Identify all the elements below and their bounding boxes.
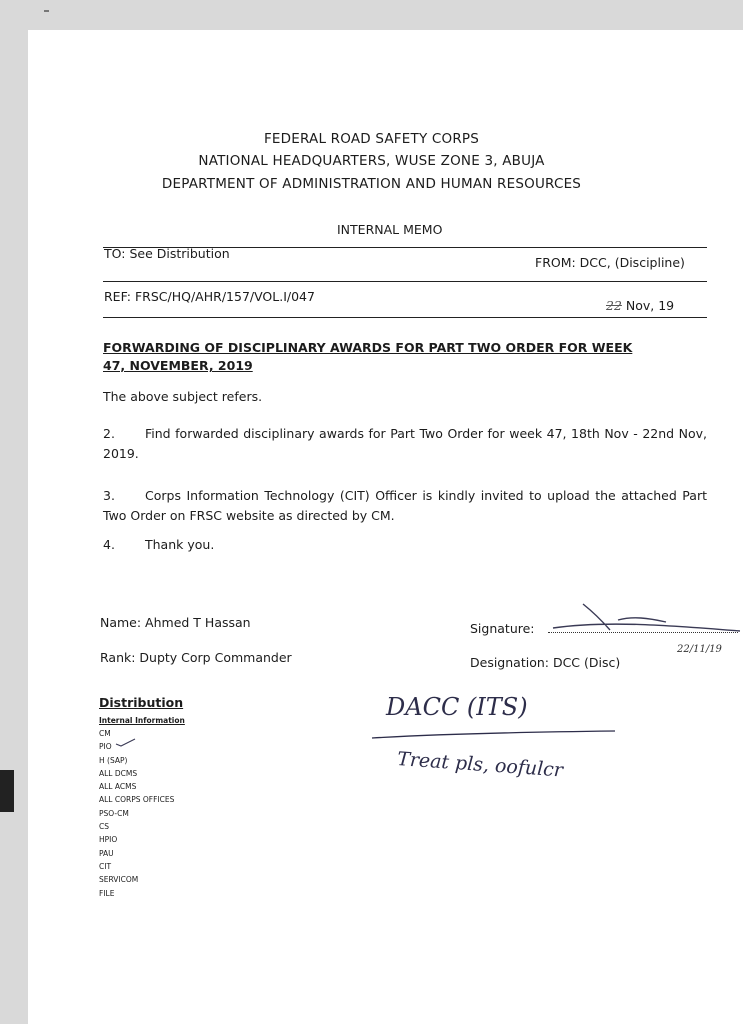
handwritten-underline — [370, 728, 620, 742]
opening-line: The above subject refers. — [103, 389, 263, 404]
distribution-item: H (SAP) — [99, 755, 128, 765]
distribution-subtitle: Internal Information — [99, 716, 185, 725]
distribution-item: SERVICOM — [99, 875, 139, 885]
paragraph-3-number: 3. — [103, 488, 115, 503]
paragraph-4-number: 4. — [103, 537, 115, 552]
memo-type: INTERNAL MEMO — [337, 222, 443, 237]
scan-artifact-bar — [0, 770, 14, 812]
memo-subject-line1: FORWARDING OF DISCIPLINARY AWARDS FOR PART TWO ORDER FOR WEEK — [103, 340, 633, 355]
distribution-item: PAU — [99, 848, 114, 858]
memo-from: FROM: DCC, (Discipline) — [535, 255, 685, 270]
signatory-name: Name: Ahmed T Hassan — [100, 615, 251, 630]
distribution-item: ALL CORPS OFFICES — [99, 795, 175, 805]
signatory-designation: Designation: DCC (Disc) — [470, 655, 621, 670]
paragraph-3-text: Corps Information Technology (CIT) Officer is kindly invited to upload the attached Part Two Order on FRSC website as directed by CM. — [103, 488, 707, 523]
distribution-item: PIO — [99, 742, 112, 752]
handwritten-note-line2: Treat pls, oofulcr — [396, 748, 564, 782]
signature-scribble — [548, 598, 743, 638]
distribution-item: CIT — [99, 861, 112, 871]
pio-tick-mark — [115, 736, 137, 748]
organization-name: FEDERAL ROAD SAFETY CORPS — [263, 131, 480, 147]
signature-date: 22/11/19 — [677, 644, 722, 655]
paragraph-3 — [103, 486, 707, 526]
memo-date-day: 22 — [606, 298, 622, 313]
distribution-item: ALL ACMS — [99, 782, 137, 792]
distribution-title: Distribution — [99, 695, 184, 710]
paragraph-2-text: Find forwarded disciplinary awards for Part Two Order for week 47, 18th Nov - 22nd Nov, 2019. — [103, 426, 707, 461]
distribution-item: CS — [99, 822, 109, 832]
memo-date-rest: Nov, 19 — [625, 298, 675, 313]
paragraph-2-number: 2. — [103, 426, 115, 441]
scan-margin-top — [0, 0, 743, 30]
paragraph-2 — [103, 424, 707, 464]
memo-subject — [103, 339, 713, 375]
handwritten-note-line1: DACC (ITS) — [386, 693, 528, 721]
distribution-item: ALL DCMS — [99, 768, 138, 778]
distribution-item: FILE — [99, 888, 115, 898]
distribution-item: HPIO — [99, 835, 118, 845]
memo-ref: REF: FRSC/HQ/AHR/157/VOL.I/047 — [104, 289, 315, 304]
signatory-rank: Rank: Dupty Corp Commander — [100, 650, 292, 665]
signature-label: Signature: — [470, 621, 535, 636]
distribution-item: CM — [99, 729, 111, 738]
paragraph-4-text: Thank you. — [145, 537, 215, 552]
paragraph-4 — [103, 535, 707, 555]
rule-middle — [103, 281, 707, 282]
scan-speck — [44, 10, 49, 12]
distribution-item: PSO-CM — [99, 808, 129, 818]
memo-date — [606, 295, 674, 317]
rule-bottom — [103, 317, 707, 318]
distribution-list — [99, 727, 174, 900]
headquarters-address: NATIONAL HEADQUARTERS, WUSE ZONE 3, ABUJA — [198, 153, 545, 169]
memo-to: TO: See Distribution — [104, 246, 230, 261]
memo-subject-line2: 47, NOVEMBER, 2019 — [103, 358, 253, 373]
department-name: DEPARTMENT OF ADMINISTRATION AND HUMAN RESOURCES — [161, 176, 582, 192]
